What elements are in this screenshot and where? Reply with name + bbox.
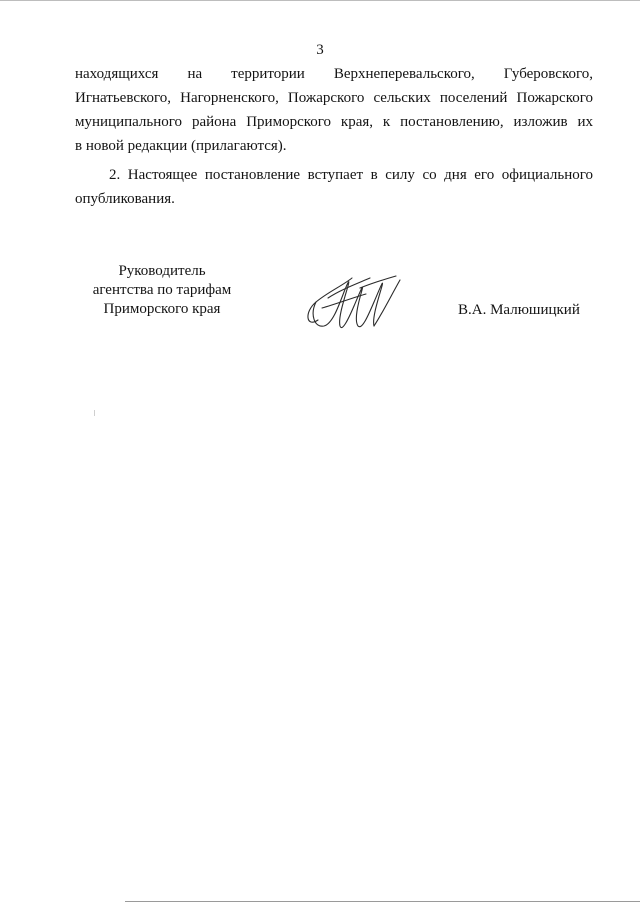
paragraph-line: муниципального района Приморского края, к постановлению, изложив их — [75, 114, 593, 130]
signer-title-line: агентства по тарифам — [92, 282, 232, 298]
signer-title-line: Приморского края — [103, 301, 221, 317]
handwritten-signature — [300, 268, 405, 338]
paragraph-line: Игнатьевского, Нагорненского, Пожарского сельских поселений Пожарского — [75, 90, 593, 106]
paragraph-line: в новой редакции (прилагаются). — [75, 138, 287, 154]
paragraph-line: находящихся на территории Верхнеперевальского, Губеровского, — [75, 66, 593, 82]
top-border-line — [0, 0, 640, 1]
paragraph-continuation — [75, 62, 593, 158]
paragraph-effective-date: 2. Настоящее постановление вступает в силу со дня его официального опубликования. — [75, 167, 593, 207]
signer-title — [72, 262, 252, 319]
scan-speck — [94, 410, 95, 416]
page-number: 3 — [316, 42, 324, 58]
signer-title-line: Руководитель — [118, 263, 206, 279]
bottom-border-line — [125, 901, 640, 902]
signer-name: В.А. Малюшицкий — [458, 302, 580, 318]
